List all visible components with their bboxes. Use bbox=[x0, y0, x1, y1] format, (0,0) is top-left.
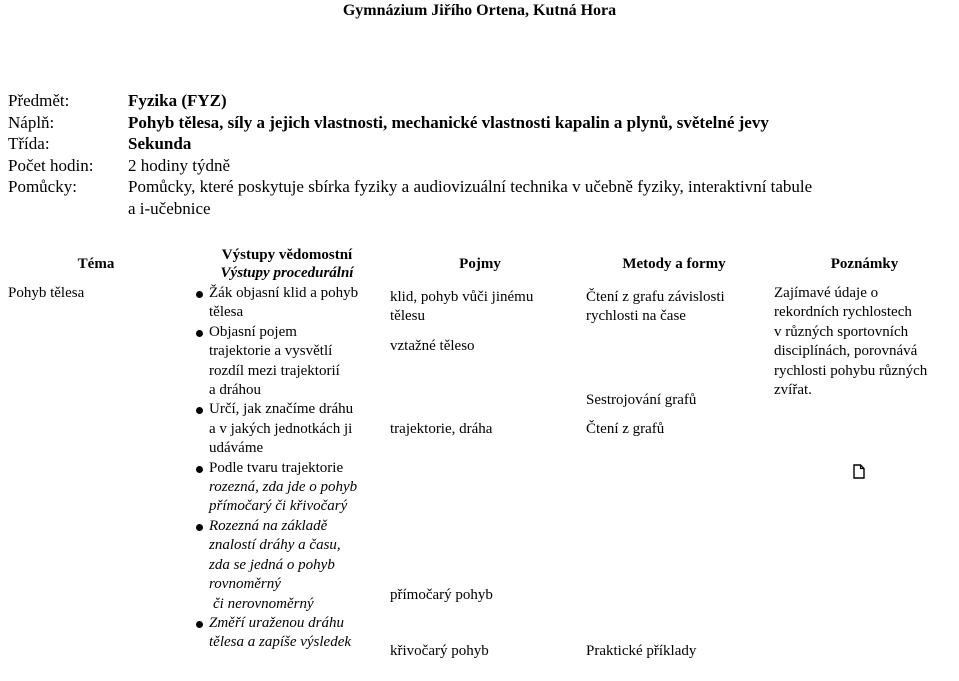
table-row bbox=[0, 284, 959, 664]
note-line: zvířat. bbox=[774, 382, 812, 399]
term-item bbox=[390, 337, 570, 356]
meta-value: Fyzika (FYZ) bbox=[128, 91, 227, 110]
outcome-line: zda se jedná o pohyb bbox=[209, 556, 335, 573]
bullet-icon bbox=[196, 466, 203, 473]
term-line: vztažné těleso bbox=[390, 338, 475, 354]
term-item bbox=[390, 586, 570, 605]
meta-label: Náplň: bbox=[8, 112, 55, 132]
method-item bbox=[586, 288, 766, 327]
outcome-item bbox=[196, 284, 382, 323]
method-item bbox=[586, 391, 766, 410]
pojmy-stack bbox=[382, 284, 578, 664]
outcome-item bbox=[196, 459, 382, 517]
header-vystupy-knowledge: Výstupy vědomostní bbox=[221, 247, 353, 263]
header-vystupy bbox=[192, 244, 382, 284]
outcome-line: a v jakých jednotkách ji bbox=[209, 420, 353, 437]
term-line: přímočarý pohyb bbox=[390, 587, 493, 603]
method-line: Čtení z grafů bbox=[586, 421, 665, 437]
header-pojmy: Pojmy bbox=[459, 256, 501, 272]
outcome-line: udáváme bbox=[209, 440, 264, 457]
meta-label: Pomůcky: bbox=[8, 177, 77, 196]
outcome-line: Žák objasní klid a pohyb bbox=[209, 285, 359, 301]
method-item bbox=[586, 642, 766, 661]
meta-row-subject bbox=[8, 90, 948, 112]
bullet-icon bbox=[196, 621, 203, 628]
outcome-line: rozezná, zda jde o pohyb bbox=[209, 479, 358, 496]
meta-value-line: Pomůcky, které poskytuje sbírka fyziky a audiovizuální technika v učebně fyziky, interaktivní tabule bbox=[128, 177, 813, 196]
outcome-line: znalostí dráhy a času, bbox=[209, 537, 341, 554]
meta-label: Počet hodin: bbox=[8, 155, 94, 175]
header-poznamky: Poznámky bbox=[830, 256, 899, 272]
header-tema: Téma bbox=[77, 256, 115, 272]
outcome-line: Určí, jak značíme dráhu bbox=[209, 401, 354, 418]
bullet-icon bbox=[196, 291, 203, 298]
outcomes-list bbox=[192, 284, 382, 653]
note-line: rekordních rychlostech bbox=[774, 304, 912, 321]
outcome-line: tělesa a zapíše výsledek bbox=[209, 634, 352, 651]
term-item bbox=[390, 642, 570, 661]
outcome-item bbox=[196, 517, 382, 614]
note-line: Zajímavé údaje o bbox=[774, 285, 879, 301]
meta-value: Sekunda bbox=[128, 134, 192, 153]
note-line: rychlosti pohybu různých bbox=[774, 362, 928, 379]
term-line: křivočarý pohyb bbox=[390, 643, 489, 659]
metody-cell bbox=[578, 284, 770, 664]
meta-row-hours bbox=[8, 155, 948, 177]
term-item bbox=[390, 288, 570, 327]
outcome-line: přímočarý či křivočarý bbox=[209, 498, 348, 515]
bullet-icon bbox=[196, 330, 203, 337]
meta-label: Předmět: bbox=[8, 91, 70, 110]
tema-cell: Pohyb tělesa bbox=[8, 285, 85, 301]
method-line: Praktické příklady bbox=[586, 643, 697, 659]
outcome-line: Objasní pojem bbox=[209, 323, 297, 340]
outcome-line: rozdíl mezi trajektorií bbox=[209, 362, 340, 379]
method-item bbox=[586, 420, 766, 439]
outcome-line: trajektorie a vysvětlí bbox=[209, 343, 333, 360]
note-line: v různých sportovních bbox=[774, 323, 909, 340]
pojmy-cell bbox=[382, 284, 578, 664]
outcome-line: či nerovnoměrný bbox=[213, 595, 314, 612]
method-line: rychlosti na čase bbox=[586, 308, 686, 325]
metody-stack bbox=[578, 284, 770, 664]
meta-label: Třída: bbox=[8, 134, 50, 153]
method-line: Čtení z grafu závislosti bbox=[586, 289, 725, 305]
school-name: Gymnázium Jiřího Ortena, Kutná Hora bbox=[342, 2, 617, 19]
curriculum-table bbox=[0, 244, 959, 664]
bullet-icon bbox=[196, 524, 203, 531]
meta-value bbox=[128, 176, 948, 219]
term-line: trajektorie, dráha bbox=[390, 421, 493, 437]
document-icon bbox=[853, 464, 865, 479]
meta-row-aids bbox=[8, 176, 948, 219]
meta-row-content bbox=[8, 112, 948, 134]
term-item bbox=[390, 420, 570, 439]
outcome-item bbox=[196, 614, 382, 653]
meta-row-class bbox=[8, 133, 948, 155]
header-vystupy-procedural: Výstupy procedurální bbox=[220, 265, 354, 281]
bullet-icon bbox=[196, 407, 203, 414]
note-line: disciplínách, porovnává bbox=[774, 343, 918, 360]
outcome-line: Změří uraženou dráhu bbox=[209, 614, 345, 631]
header-metody: Metody a formy bbox=[622, 256, 726, 272]
term-line: klid, pohyb vůči jinému bbox=[390, 289, 534, 305]
outcome-item bbox=[196, 323, 382, 401]
outcome-line: rovnoměrný bbox=[209, 576, 281, 593]
term-line: tělesu bbox=[390, 308, 425, 325]
outcome-line: Rozezná na základě bbox=[209, 517, 328, 534]
meta-value: Pohyb tělesa, síly a jejich vlastnosti, mechanické vlastnosti kapalin a plynů, světelné jevy bbox=[128, 112, 769, 132]
outcome-line: Podle tvaru trajektorie bbox=[209, 459, 344, 476]
meta-value: 2 hodiny týdně bbox=[128, 155, 230, 175]
outcomes-cell bbox=[192, 284, 382, 664]
outcome-line: tělesa bbox=[209, 304, 244, 321]
outcome-item bbox=[196, 400, 382, 458]
subject-info bbox=[8, 90, 948, 219]
method-line: Sestrojování grafů bbox=[586, 392, 697, 408]
outcome-line: a dráhou bbox=[209, 382, 262, 399]
table-header-row bbox=[0, 244, 959, 284]
meta-value-line: a i-učebnice bbox=[128, 198, 211, 218]
